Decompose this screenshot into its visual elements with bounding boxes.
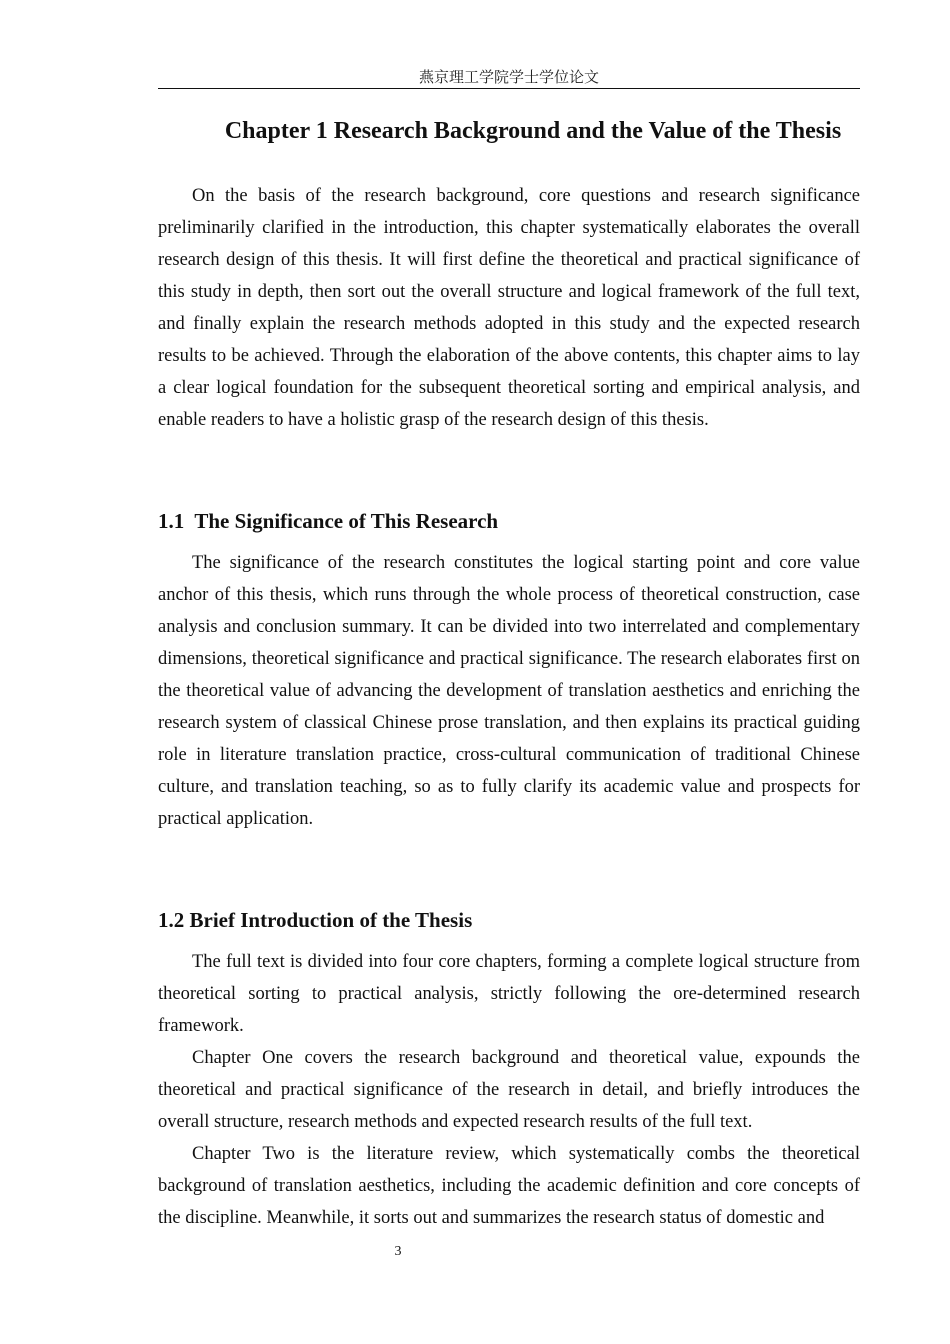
chapter-title: Chapter 1 Research Background and the Value of the Thesis (224, 118, 842, 144)
section-heading-1-1: 1.1 The Significance of This Research (158, 509, 499, 533)
header-rule (158, 88, 860, 89)
chapter-intro-paragraph: On the basis of the research background, core questions and research significance preliminarily clarified in the introduction, this chapter systematically elaborates the overall research design of this thesis. It will first define the theoretical and practical significance of this study in depth, then sort out the overall structure and logical framework of the full text, and finally explain the research methods adopted in this study and the expected research results to be achieved. Through the elaboration of the above contents, this chapter aims to lay a clear logical foundation for the subsequent theoretical sorting and empirical analysis, and enable readers to have a holistic grasp of the research design of this thesis. (158, 186, 860, 430)
section-1-2-paragraph-1: The full text is divided into four core chapters, forming a complete logical structure from theoretical sorting to practical analysis, strictly following the ore-determined research framework. (158, 952, 860, 1036)
section-1-2-paragraph-3: Chapter Two is the literature review, which systematically combs the theoretical background of translation aesthetics, including the academic definition and core concepts of the discipline. Meanwhile, it sorts out and summarizes the research status of domestic and (158, 1144, 860, 1228)
section-1-2-paragraph-2: Chapter One covers the research background and theoretical value, expounds the theoretical and practical significance of the research in detail, and briefly introduces the overall structure, research methods and expected research results of the full text. (158, 1048, 860, 1132)
section-1-1-paragraph: The significance of the research constitutes the logical starting point and core value anchor of this thesis, which runs through the whole process of theoretical construction, case analysis and conclusion summary. It can be divided into two interrelated and complementary dimensions, theoretical significance and practical significance. The research elaborates first on the theoretical value of advancing the development of translation aesthetics and enriching the research system of classical Chinese prose translation, and then explains its practical guiding role in literature translation practice, cross-cultural communication of traditional Chinese culture, and translation teaching, so as to fully clarify its academic value and prospects for practical application. (158, 553, 860, 829)
section-heading-1-2: 1.2 Brief Introduction of the Thesis (158, 908, 473, 932)
running-head: 燕京理工学院学士学位论文 (418, 68, 599, 86)
page-number: 3 (394, 1244, 402, 1259)
